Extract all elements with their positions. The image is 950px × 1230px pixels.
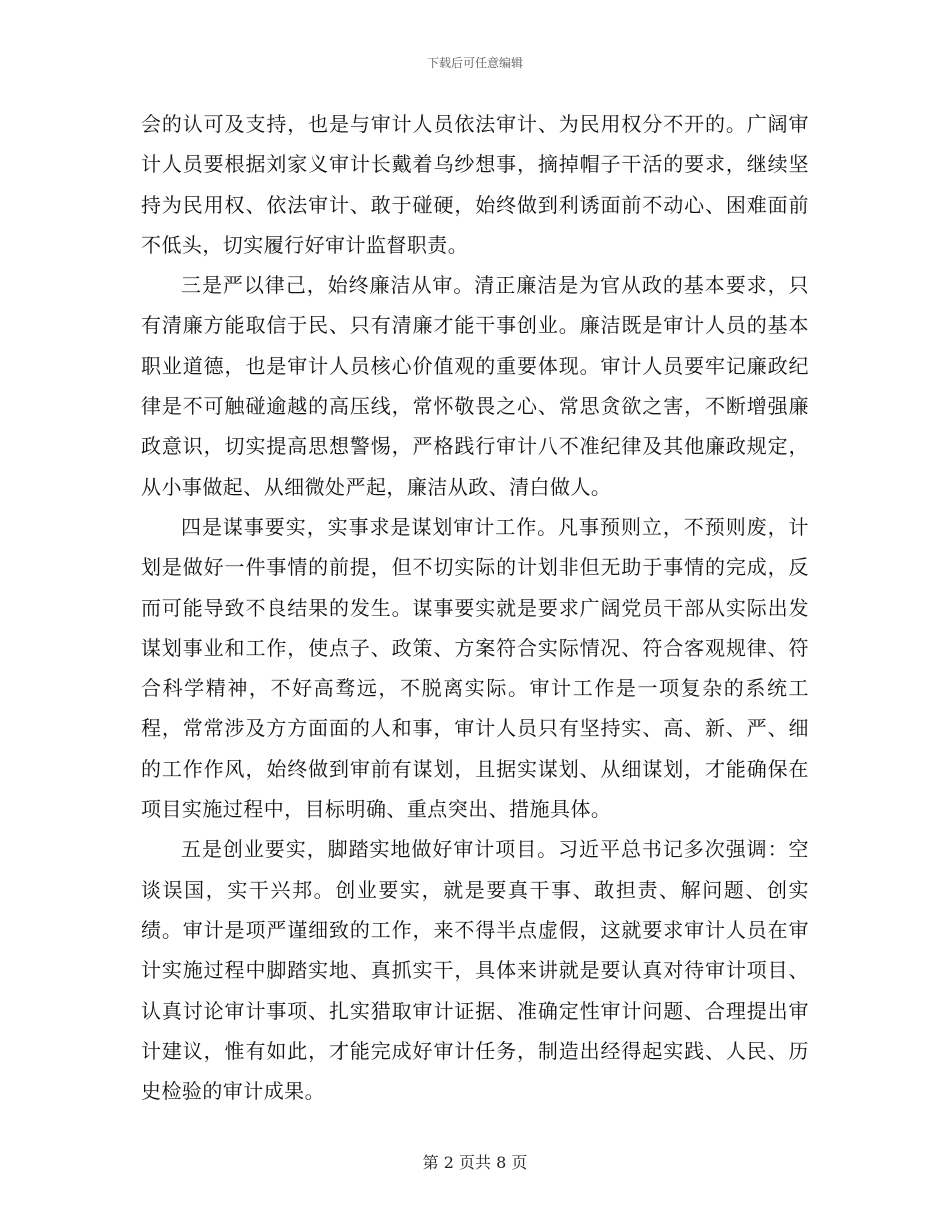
paragraph-point-three: 三是严以律己，始终廉洁从审。清正廉洁是为官从政的基本要求，只有清廉方能取信于民、只有清廉才能干事创业。廉洁既是审计人员的基本职业道德，也是审计人员核心价值观的重要体现。审计人员要牢记廉政纪律是不可触碰逾越的高压线，常怀敬畏之心、常思贪欲之害，不断增强廉政意识，切实提高思想警惕，严格践行审计八不准纪律及其他廉政规定，从小事做起、从细微处严起，廉洁从政、清白做人。 xyxy=(141,273,809,499)
paragraph-point-four: 四是谋事要实，实事求是谋划审计工作。凡事预则立，不预则废，计划是做好一件事情的前提，但不切实际的计划非但无助于事情的完成，反而可能导致不良结果的发生。谋事要实就是要求广阔党员干部从实际出发谋划事业和工作，使点子、政策、方案符合实际情况、符合客观规律、符合科学精神，不好高骛远，不脱离实际。审计工作是一项复杂的系统工程，常常涉及方方面面的人和事，审计人员只有坚持实、高、新、严、细的工作作风，始终做到审前有谋划，且据实谋划、从细谋划，才能确保在项目实施过程中，目标明确、重点突出、措施具体。 xyxy=(141,514,809,822)
document-body xyxy=(141,104,809,1111)
page-number: 第 2 页共 8 页 xyxy=(422,1153,528,1172)
paragraph-continuation: 会的认可及支持，也是与审计人员依法审计、为民用权分不开的。广阔审计人员要根据刘家义审计长戴着乌纱想事，摘掉帽子干活的要求，继续坚持为民用权、依法审计、敢于碰硬，始终做到利诱面前不动心、困难面前不低头，切实履行好审计监督职责。 xyxy=(141,112,809,257)
page-header-note: 下载后可任意编辑 xyxy=(426,56,523,70)
paragraph-point-five: 五是创业要实，脚踏实地做好审计项目。习近平总书记多次强调：空谈误国，实干兴邦。创业要实，就是要真干事、敢担责、解问题、创实绩。审计是项严谨细致的工作，来不得半点虚假，这就要求审计人员在审计实施过程中脚踏实地、真抓实干，具体来讲就是要认真对待审计项目、认真讨论审计事项、扎实猎取审计证据、准确定性审计问题、合理提出审计建议，惟有如此，才能完成好审计任务，制造出经得起实践、人民、历史检验的审计成果。 xyxy=(141,837,809,1104)
